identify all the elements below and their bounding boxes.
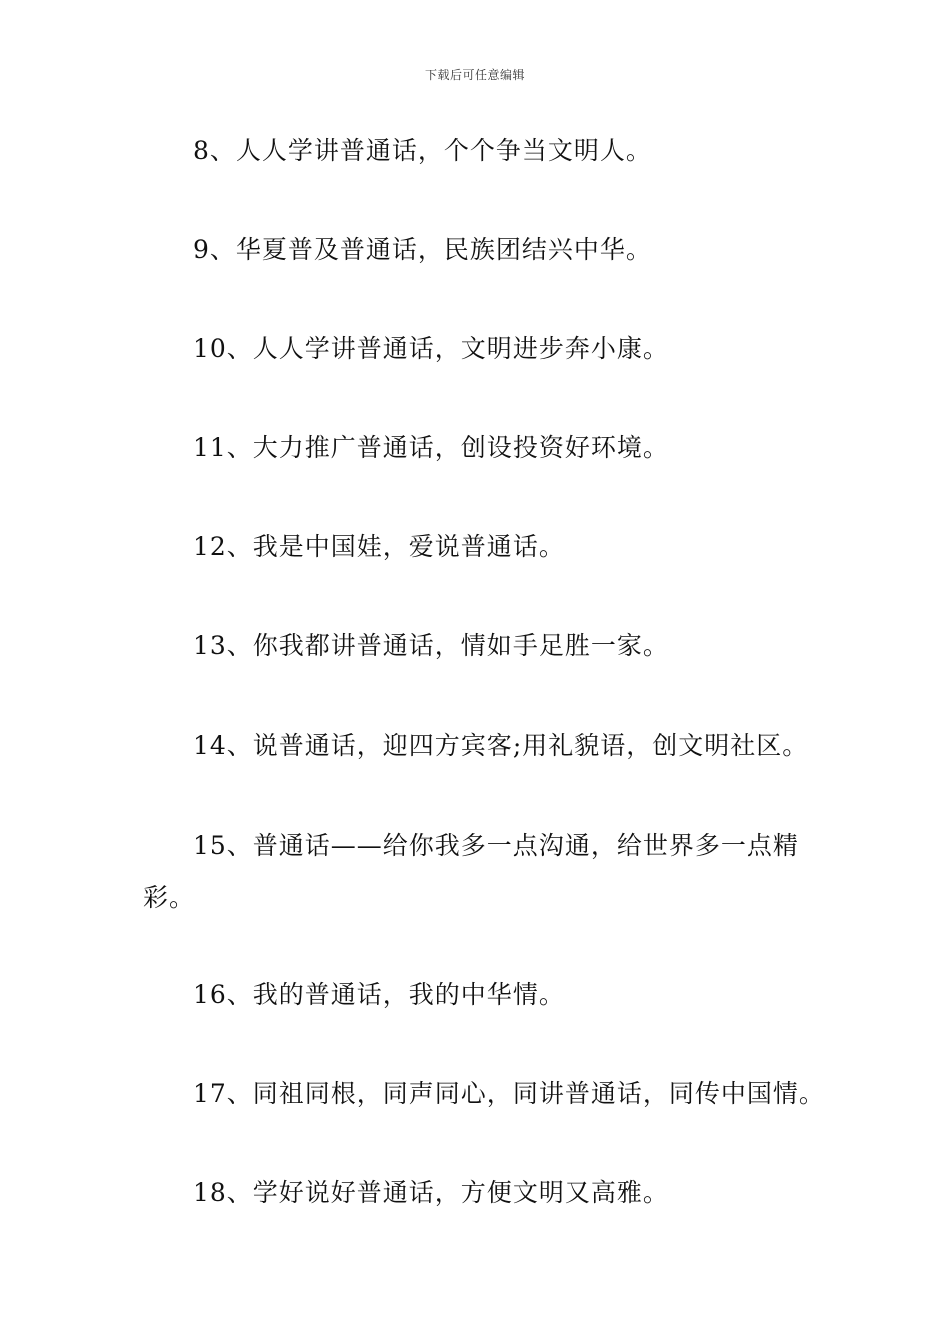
page-header: 下载后可任意编辑 bbox=[424, 68, 525, 82]
slogan-9: 9、华夏普及普通话，民族团结兴中华。 bbox=[193, 235, 652, 264]
slogan-13: 13、你我都讲普通话，情如手足胜一家。 bbox=[193, 631, 669, 660]
slogan-18: 18、学好说好普通话，方便文明又高雅。 bbox=[193, 1178, 669, 1207]
slogan-15-line-1: 15、普通话——给你我多一点沟通，给世界多一点精 bbox=[193, 831, 799, 860]
slogan-17: 17、同祖同根，同声同心，同讲普通话，同传中国情。 bbox=[193, 1079, 825, 1108]
slogan-11: 11、大力推广普通话，创设投资好环境。 bbox=[193, 433, 669, 462]
slogan-15 bbox=[143, 820, 823, 924]
slogan-8: 8、人人学讲普通话，个个争当文明人。 bbox=[193, 136, 652, 165]
slogan-15-line-2: 彩。 bbox=[143, 883, 196, 912]
slogan-16: 16、我的普通话，我的中华情。 bbox=[193, 980, 565, 1009]
slogan-10: 10、人人学讲普通话，文明进步奔小康。 bbox=[193, 334, 669, 363]
slogan-12: 12、我是中国娃，爱说普通话。 bbox=[193, 532, 565, 561]
slogan-14: 14、说普通话，迎四方宾客;用礼貌语，创文明社区。 bbox=[193, 731, 809, 760]
